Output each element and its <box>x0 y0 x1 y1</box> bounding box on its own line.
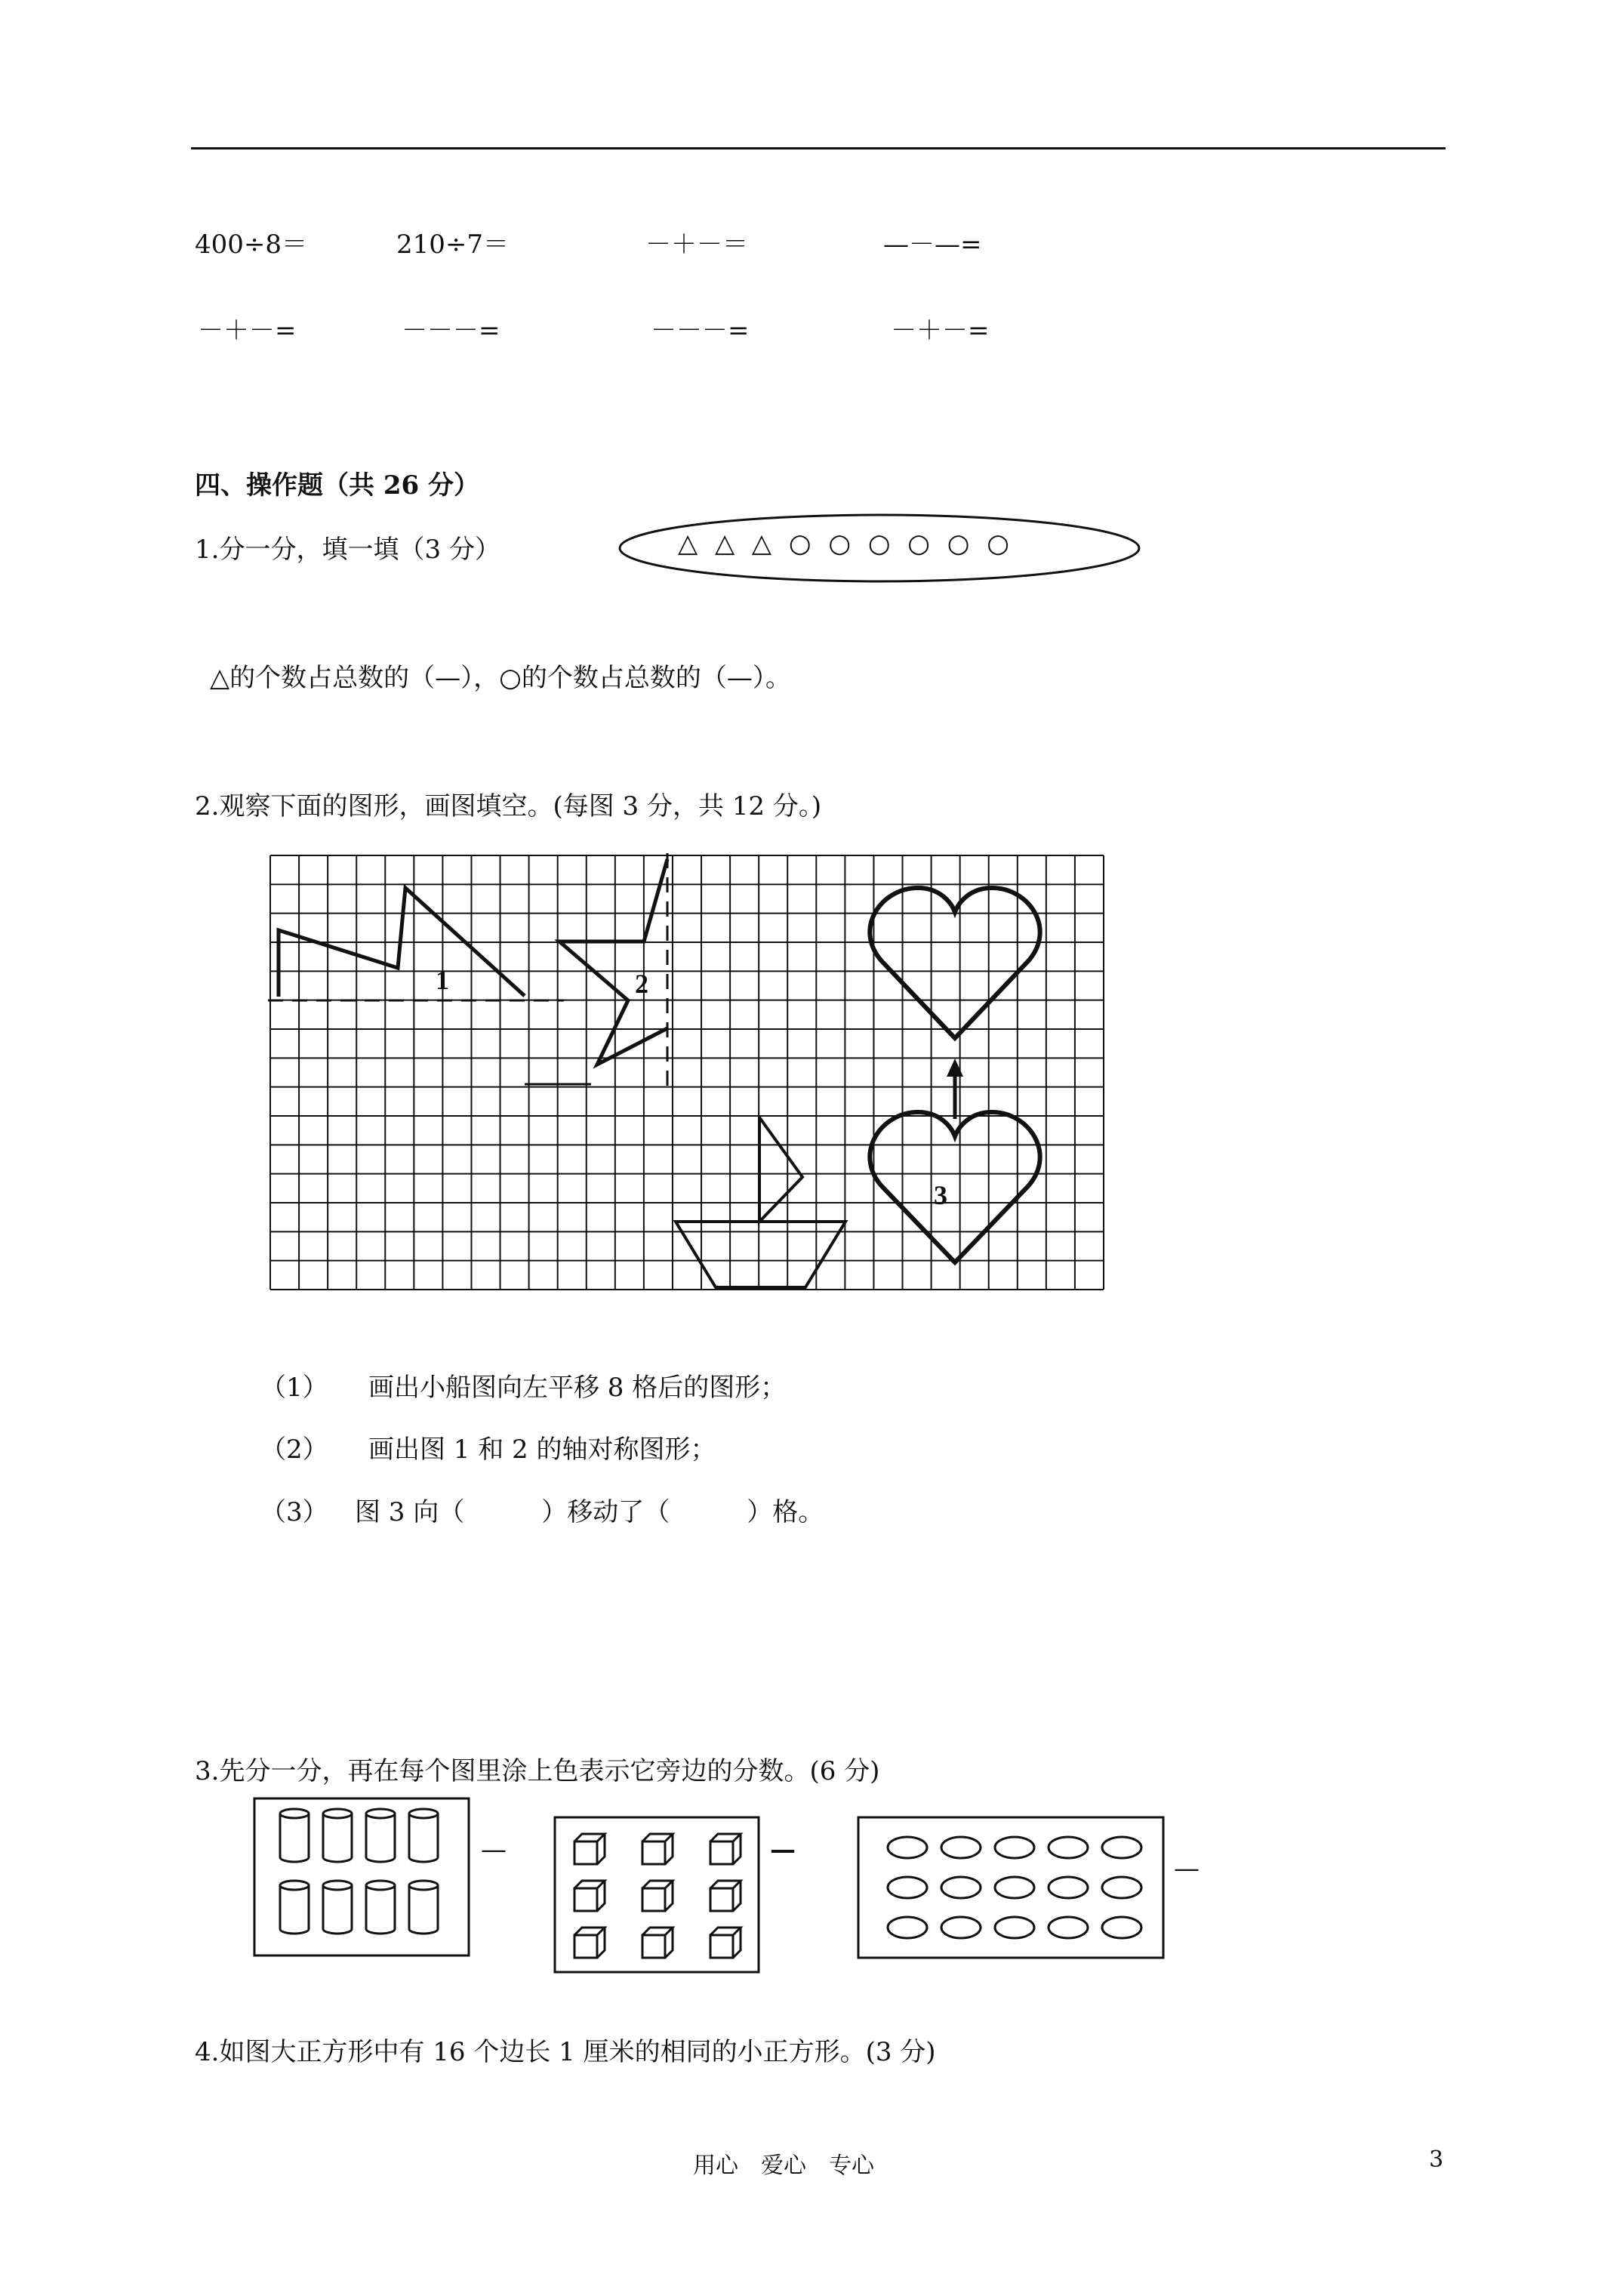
header-rule <box>191 147 1446 149</box>
oval-icon <box>888 1917 927 1938</box>
arith-1-4: —－—= <box>883 230 982 260</box>
arith-1-2: 210÷7＝ <box>396 230 510 260</box>
cube-icon <box>642 1928 673 1958</box>
arith-2-4: －＋－= <box>891 316 990 346</box>
q3-blank-1: — <box>481 1835 507 1865</box>
oval-icon <box>941 1917 981 1938</box>
oval-icon <box>1049 1837 1088 1858</box>
q2-grid-figure <box>268 853 1113 1299</box>
q3-blank-3: — <box>1174 1854 1200 1884</box>
q1-shapes: △ △ △ ○ ○ ○ ○ ○ ○ <box>678 529 1014 559</box>
arith-2-3: －－－= <box>651 316 750 346</box>
cylinder-icon <box>366 1881 395 1934</box>
cube-icon <box>574 1928 605 1958</box>
q2-item3-num: （3） <box>260 1497 328 1527</box>
section-title: 四、操作题（共 26 分） <box>195 470 479 501</box>
q3-box-cylinders <box>253 1797 472 1959</box>
cube-icon <box>574 1834 605 1864</box>
cube-icon <box>710 1834 741 1864</box>
oval-icon <box>888 1837 927 1858</box>
oval-icon <box>1102 1877 1141 1898</box>
oval-icon <box>995 1877 1034 1898</box>
q3-box-cubes <box>553 1816 761 1974</box>
fig3-label: 3 <box>934 1180 947 1210</box>
oval-icon <box>941 1877 981 1898</box>
oval-icon <box>1049 1877 1088 1898</box>
cube-icon <box>642 1881 673 1911</box>
arith-2-2: －－－= <box>402 316 500 346</box>
arith-1-3: －＋－＝ <box>645 230 748 260</box>
q2-item2-text: 画出图 1 和 2 的轴对称图形； <box>368 1435 716 1465</box>
cylinder-icon <box>280 1809 309 1862</box>
q2-label: 2.观察下面的图形，画图填空。(每图 3 分，共 12 分。) <box>195 791 822 821</box>
arith-1-1: 400÷8＝ <box>195 230 308 260</box>
oval-icon <box>1102 1917 1141 1938</box>
cube-icon <box>710 1881 741 1911</box>
q2-item2-num: （2） <box>260 1435 328 1465</box>
page-number: 3 <box>1429 2147 1444 2173</box>
oval-icon <box>941 1837 981 1858</box>
cylinder-icon <box>409 1881 438 1934</box>
q1-fill: △的个数占总数的（—），○的个数占总数的（—）。 <box>210 663 791 693</box>
q4-label: 4.如图大正方形中有 16 个边长 1 厘米的相同的小正方形。(3 分) <box>195 2037 936 2067</box>
arith-2-1: －＋－= <box>198 316 297 346</box>
q3-box-ovals <box>857 1816 1166 1959</box>
q3-label: 3.先分一分，再在每个图里涂上色表示它旁边的分数。(6 分) <box>195 1756 880 1786</box>
cylinder-icon <box>280 1881 309 1934</box>
footer-text: 用心 爱心 专心 <box>693 2153 874 2179</box>
oval-icon <box>995 1837 1034 1858</box>
oval-icon <box>888 1877 927 1898</box>
oval-icon <box>995 1917 1034 1938</box>
cube-icon <box>642 1834 673 1864</box>
cube-icon <box>710 1928 741 1958</box>
cylinder-icon <box>323 1809 352 1862</box>
oval-icon <box>1049 1917 1088 1938</box>
cylinder-icon <box>366 1809 395 1862</box>
q1-label: 1.分一分，填一填（3 分） <box>195 535 500 565</box>
cylinder-icon <box>409 1809 438 1862</box>
cube-icon <box>574 1881 605 1911</box>
q2-item3-text: 图 3 向（ ）移动了（ ）格。 <box>355 1497 824 1527</box>
q3-blank-2: — <box>770 1835 796 1865</box>
cylinder-icon <box>323 1881 352 1934</box>
q2-item1-num: （1） <box>260 1373 328 1403</box>
fig1-label: 1 <box>436 965 449 995</box>
oval-icon <box>1102 1837 1141 1858</box>
fig2-label: 2 <box>635 969 648 999</box>
q2-item1-text: 画出小船图向左平移 8 格后的图形； <box>368 1373 787 1403</box>
